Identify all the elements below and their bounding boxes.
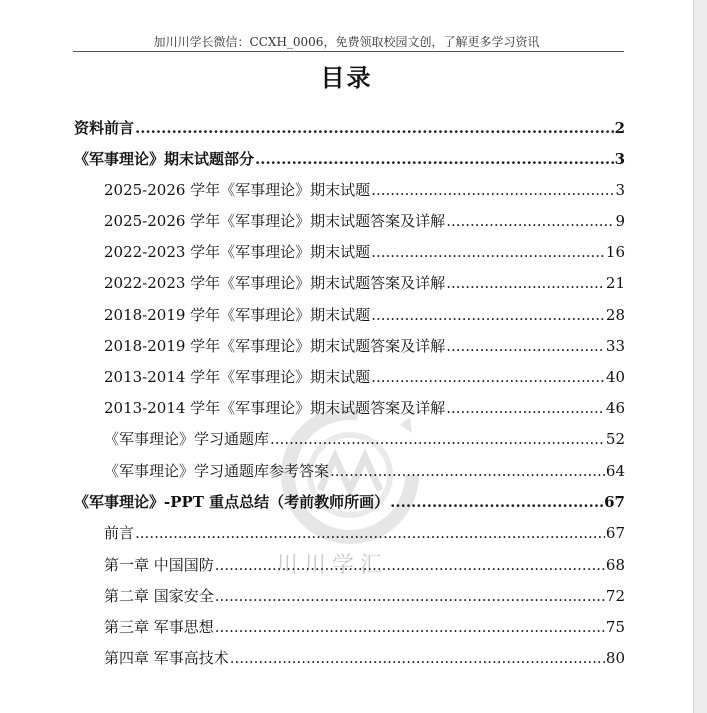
toc-entry-title: 前言 [104, 524, 135, 542]
toc-entry-page: 33 [605, 337, 625, 355]
toc-entry-page: 68 [605, 556, 625, 574]
toc-entry[interactable] [104, 272, 625, 294]
dot-leader [135, 524, 605, 542]
toc-entry[interactable] [104, 304, 625, 326]
toc-entry[interactable] [74, 117, 625, 139]
toc-entry-title: 2013-2014 学年《军事理论》期末试题答案及详解 [104, 399, 446, 417]
toc-entry[interactable] [104, 616, 625, 638]
toc-entry-title: 《军事理论》-PPT 重点总结（考前教师所画） [74, 493, 390, 511]
toc-entry-page: 80 [605, 649, 625, 667]
toc-entry-title: 2025-2026 学年《军事理论》期末试题答案及详解 [104, 212, 446, 230]
dot-leader [371, 306, 605, 324]
toc-entry-page: 67 [605, 524, 625, 542]
toc-entry-title: 资料前言 [74, 119, 135, 137]
toc-entry[interactable] [104, 366, 625, 388]
toc-entry[interactable] [74, 148, 625, 170]
dot-leader [390, 493, 603, 511]
toc-entry[interactable] [104, 522, 625, 544]
toc-entry-title: 《军事理论》学习通题库 [104, 430, 270, 448]
toc-entry-page: 52 [605, 430, 625, 448]
toc-entry-page: 40 [605, 368, 625, 386]
toc-entry[interactable] [104, 179, 625, 201]
dot-leader [446, 399, 605, 417]
toc-entry[interactable] [104, 460, 625, 482]
dot-leader [255, 150, 614, 168]
page-title: 目录 [320, 63, 373, 92]
toc-entry-title: 《军事理论》学习通题库参考答案 [104, 462, 330, 480]
toc-entry-page: 72 [605, 587, 625, 605]
dot-leader [371, 243, 605, 261]
toc-entry-title: 第二章 国家安全 [104, 587, 214, 605]
dot-leader [215, 587, 605, 605]
toc-entry-title: 第四章 军事高技术 [104, 649, 229, 667]
toc-entry-page: 16 [605, 243, 625, 261]
toc-entry-title: 2022-2023 学年《军事理论》期末试题答案及详解 [104, 274, 446, 292]
dot-leader [330, 462, 605, 480]
toc-entry-title: 2018-2019 学年《军事理论》期末试题 [104, 306, 371, 324]
toc-entry[interactable] [104, 554, 625, 576]
toc-entry[interactable] [104, 335, 625, 357]
dot-leader [371, 181, 614, 199]
dot-leader [230, 649, 605, 667]
toc-entry[interactable] [104, 428, 625, 450]
dot-leader [446, 274, 605, 292]
toc-entry-page: 9 [615, 212, 625, 230]
toc-entry-page: 46 [605, 399, 625, 417]
dot-leader [371, 368, 605, 386]
watermark-text: 川川学汇 [276, 553, 389, 578]
toc-entry[interactable] [74, 491, 625, 513]
toc-entry-page: 64 [605, 462, 625, 480]
toc-entry-title: 2018-2019 学年《军事理论》期末试题答案及详解 [104, 337, 446, 355]
toc-entry-page: 67 [604, 493, 625, 511]
toc-entry-page: 3 [615, 181, 625, 199]
toc-entry-page: 2 [614, 119, 625, 137]
toc-entry-page: 3 [614, 150, 625, 168]
dot-leader [215, 556, 605, 574]
dot-leader [135, 119, 614, 137]
dot-leader [446, 337, 605, 355]
toc-entry-title: 第一章 中国国防 [104, 556, 214, 574]
toc-entry-title: 2013-2014 学年《军事理论》期末试题 [104, 368, 371, 386]
toc-entry[interactable] [104, 241, 625, 263]
toc-entry[interactable] [104, 585, 625, 607]
toc-entry-title: 2025-2026 学年《军事理论》期末试题 [104, 181, 371, 199]
toc-entry[interactable] [104, 210, 625, 232]
viewer-scroll-gutter[interactable] [694, 0, 707, 713]
toc-entry[interactable] [104, 397, 625, 419]
toc-entry-title: 第三章 军事思想 [104, 618, 214, 636]
header-note: 加川川学长微信：CCXH_0006，免费领取校园文创，了解更多学习资讯 [153, 35, 540, 49]
dot-leader [215, 618, 605, 636]
dot-leader [270, 430, 605, 448]
toc-entry-page: 75 [605, 618, 625, 636]
dot-leader [446, 212, 614, 230]
toc-entry-page: 21 [605, 274, 625, 292]
toc-entry-title: 2022-2023 学年《军事理论》期末试题 [104, 243, 371, 261]
toc-entry-page: 28 [605, 306, 625, 324]
toc-entry-title: 《军事理论》期末试题部分 [74, 150, 255, 168]
toc-entry[interactable] [104, 647, 625, 669]
